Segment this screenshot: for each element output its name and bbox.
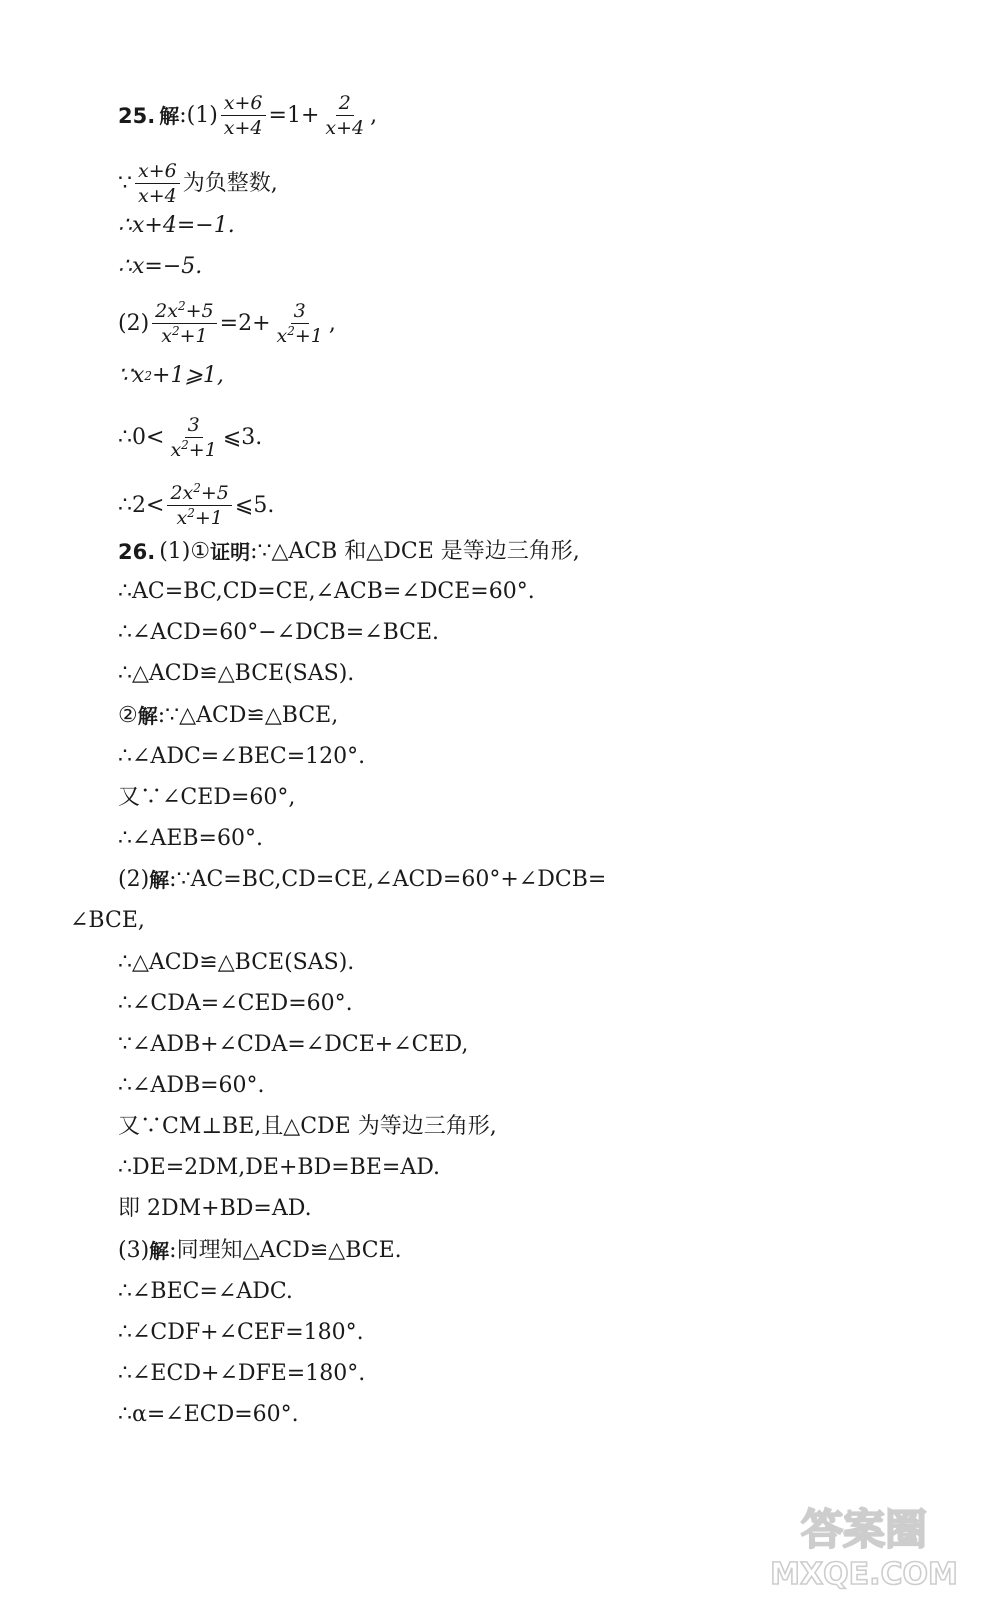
p26-line: ∴∠CDA=∠CED=60°. xyxy=(118,991,353,1016)
fraction: $\frac{3}{x^2+1}$ xyxy=(276,300,323,347)
p26-line: ∴DE=2DM,DE+BD=BE=AD. xyxy=(118,1155,441,1180)
p25-line-8: ∴2< $\frac{2x^2+5}{x^2+1}$ ⩽5. xyxy=(118,481,275,529)
p25-line-4: ∴x=−5. xyxy=(118,254,203,279)
watermark-line1: 答案圈 xyxy=(800,1505,928,1554)
p26-line: ∴△ACD≌△BCE(SAS). xyxy=(118,950,355,975)
problem-number: 25. xyxy=(118,103,156,128)
solution-keyword: 解 xyxy=(137,704,158,728)
p26-line: ∴∠CDF+∠CEF=180°. xyxy=(118,1320,364,1345)
p25-line-7: ∴0< $\frac{3}{x^2+1}$ ⩽3. xyxy=(118,414,263,461)
p26-line: ∴AC=BC,CD=CE,∠ACB=∠DCE=60°. xyxy=(118,579,535,604)
p26-line: ∴∠AEB=60°. xyxy=(118,826,263,851)
p26-line: ∴△ACD≌△BCE(SAS). xyxy=(118,661,355,686)
fraction: $\frac{3}{x^2+1}$ xyxy=(170,414,217,461)
p25-line-6: ∵x 2 +1⩾1, xyxy=(118,363,224,388)
fraction: $\frac{2x^2+5}{x^2+1}$ xyxy=(167,482,231,529)
p26-line: ∵∠ADB+∠CDA=∠DCE+∠CED, xyxy=(118,1032,469,1057)
p26-part-3: (3) 解 :同理知△ACD≌△BCE. xyxy=(118,1238,402,1263)
fraction: $\frac{2}{x+4}$ xyxy=(325,92,365,139)
solution-keyword: 解 xyxy=(159,103,180,128)
p26-line: 又∵CM⊥BE,且△CDE 为等边三角形, xyxy=(118,1114,497,1139)
p25-line-2: ∵ $\frac{x+6}{x+4}$ 为负整数, xyxy=(118,160,278,207)
watermark-line2: MXQE.COM xyxy=(770,1557,958,1592)
p26-subpart-2: ② 解 :∵△ACD≌△BCE, xyxy=(118,703,339,728)
fraction: $\frac{2x^2+5}{x^2+1}$ xyxy=(152,300,216,347)
p26-line: ∴∠ADC=∠BEC=120°. xyxy=(118,744,366,769)
problem-number: 26. xyxy=(118,540,156,564)
watermark-icon xyxy=(754,1500,974,1592)
fraction: $\frac{x+6}{x+4}$ xyxy=(221,92,266,139)
solution-keyword: 解 xyxy=(149,1239,170,1263)
proof-keyword: 证明 xyxy=(210,540,251,564)
p26-line: ∴∠BEC=∠ADC. xyxy=(118,1279,293,1304)
p26-part-2-wrap: ∠BCE, xyxy=(70,908,145,933)
p25-line-3: ∴x+4=−1. xyxy=(118,213,235,238)
p26-line: 即 2DM+BD=AD. xyxy=(118,1196,312,1221)
p25-line-5: (2) $\frac{2x^2+5}{x^2+1}$ =2+ $\frac{3}{x^2+1}$ , xyxy=(118,299,336,347)
p26-line: ∴α=∠ECD=60°. xyxy=(118,1402,299,1427)
p25-line-1: 25. 解 : (1) $\frac{x+6}{x+4}$ =1+ $\frac{2}{x+4}$ , xyxy=(118,92,378,139)
p26-line: ∴∠ACD=60°−∠DCB=∠BCE. xyxy=(118,620,440,645)
p26-line: ∴∠ECD+∠DFE=180°. xyxy=(118,1361,366,1386)
p26-line-1: 26. (1)① 证明 :∵△ACB 和△DCE 是等边三角形, xyxy=(118,539,580,564)
watermark-logo xyxy=(754,1500,974,1592)
solution-keyword: 解 xyxy=(149,868,170,892)
fraction: $\frac{x+6}{x+4}$ xyxy=(135,160,180,207)
p26-line: ∴∠ADB=60°. xyxy=(118,1073,265,1098)
p26-part-2: (2) 解 :∵AC=BC,CD=CE,∠ACD=60°+∠DCB= xyxy=(118,867,607,892)
p26-line: 又∵∠CED=60°, xyxy=(118,785,296,810)
